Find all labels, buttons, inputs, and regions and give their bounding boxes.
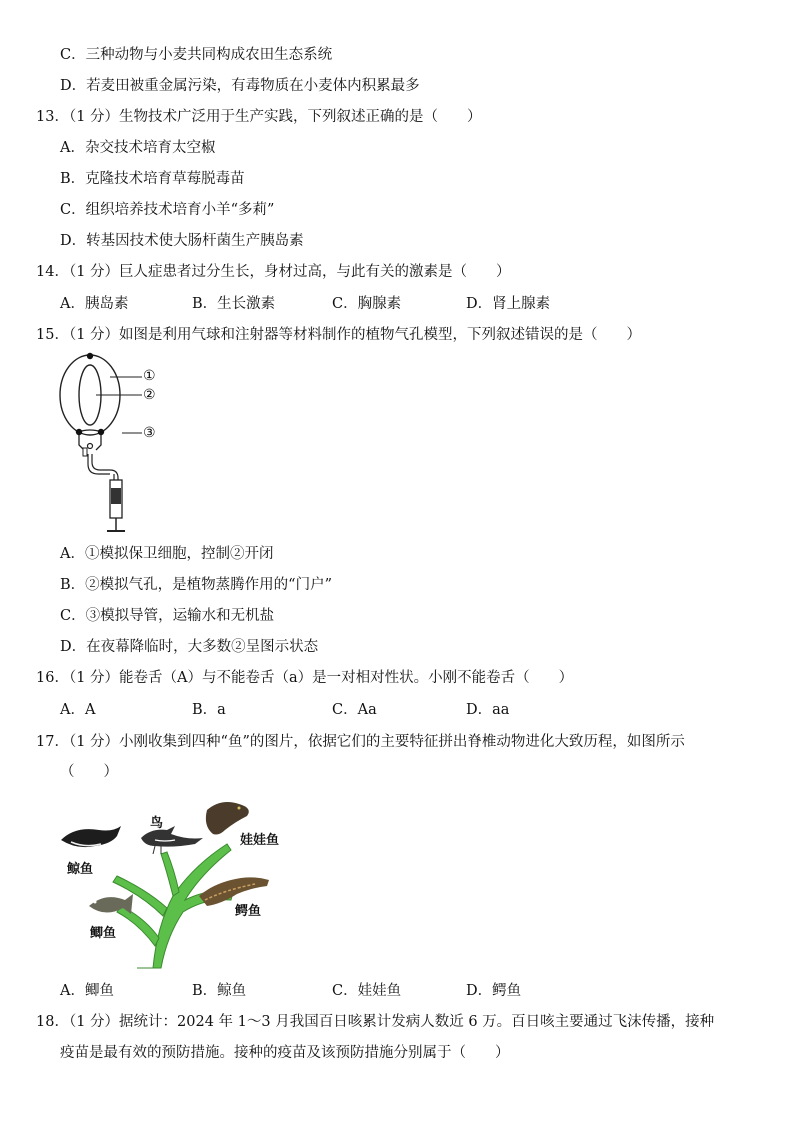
diagram-label-3: ③	[143, 425, 156, 441]
q13-option-b: B．克隆技术培育草莓脱毒苗	[60, 171, 245, 187]
vertebrate-evolution-tree	[55, 796, 300, 971]
q13-option-c: C．组织培养技术培育小羊“多莉”	[60, 202, 275, 218]
stomata-model-diagram	[50, 350, 180, 540]
q13-option-d: D．转基因技术使大肠杆菌生产胰岛素	[60, 233, 304, 249]
q15-stem: 15．（1 分）如图是利用气球和注射器等材料制作的植物气孔模型，下列叙述错误的是（ ）	[36, 327, 642, 343]
q15-option-c: C．③模拟导管，运输水和无机盐	[60, 608, 275, 624]
q16-option-a: A．A	[60, 702, 96, 718]
q16-option-c: C．Aa	[332, 702, 377, 718]
q12-option-d: D．若麦田被重金属污染，有毒物质在小麦体内积累最多	[60, 78, 420, 94]
diagram-label-1: ①	[143, 368, 156, 384]
q17-stem: 17．（1 分）小刚收集到四种“鱼”的图片，依据它们的主要特征拼出脊椎动物进化大致历程，如图所示	[36, 734, 685, 750]
q15-option-a: A．①模拟保卫细胞，控制②开闭	[60, 546, 274, 562]
tree-label-bird: 鸟	[150, 816, 164, 831]
q14-stem: 14．（1 分）巨人症患者过分生长，身材过高，与此有关的激素是（ ）	[36, 264, 511, 280]
q14-option-d: D．肾上腺素	[466, 296, 551, 312]
q13-stem: 13．（1 分）生物技术广泛用于生产实践，下列叙述正确的是（ ）	[36, 109, 482, 125]
q17-option-d: D．鳄鱼	[466, 983, 522, 999]
q14-option-b: B．生长激素	[192, 296, 276, 312]
q14-option-c: C．胸腺素	[332, 296, 402, 312]
q14-option-a: A．胰岛素	[60, 296, 129, 312]
tree-label-whale: 鲸鱼	[67, 862, 94, 877]
q17-option-c: C．娃娃鱼	[332, 983, 402, 999]
q13-option-a: A．杂交技术培育太空椒	[60, 140, 216, 156]
q16-option-d: D．aa	[466, 702, 510, 718]
q15-option-d: D．在夜幕降临时，大多数②呈图示状态	[60, 639, 319, 655]
q16-option-b: B．a	[192, 702, 226, 718]
q17-option-a: A．鲫鱼	[60, 983, 114, 999]
q17-stem-blank: （ ）	[60, 764, 118, 780]
q17-option-b: B．鲸鱼	[192, 983, 247, 999]
q18-stem: 18．（1 分）据统计：2024 年 1～3 月我国百日咳累计发病人数近 6 万。百日咳主要通过飞沫传播，接种	[36, 1014, 715, 1030]
diagram-label-2: ②	[143, 387, 156, 403]
q16-stem: 16．（1 分）能卷舌（A）与不能卷舌（a）是一对相对性状。小刚不能卷舌（ ）	[36, 670, 574, 686]
q15-option-b: B．②模拟气孔，是植物蒸腾作用的“门户”	[60, 577, 332, 593]
tree-label-croc: 鳄鱼	[235, 904, 262, 919]
whale-icon	[61, 826, 121, 847]
tree-label-carp: 鲫鱼	[90, 926, 117, 941]
q12-option-c: C．三种动物与小麦共同构成农田生态系统	[60, 47, 333, 63]
salamander-icon	[206, 802, 249, 835]
q18-stem-line2: 疫苗是最有效的预防措施。接种的疫苗及该预防措施分别属于（ ）	[60, 1045, 510, 1061]
tree-label-salamander: 娃娃鱼	[240, 833, 280, 848]
